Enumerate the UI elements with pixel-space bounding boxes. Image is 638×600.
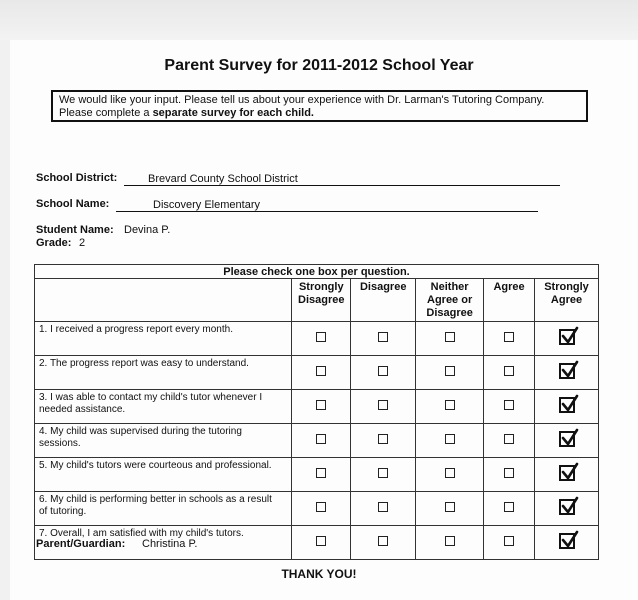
- intro-line-2-prefix: Please complete a: [59, 107, 153, 119]
- empty-checkbox[interactable]: [316, 468, 326, 478]
- checkmark-icon: [560, 394, 580, 414]
- checked-checkbox[interactable]: [559, 363, 575, 379]
- question-line: 5. My child's tutors were courteous and professional.: [39, 460, 272, 471]
- guardian-value[interactable]: Christina P.: [142, 538, 198, 550]
- empty-checkbox[interactable]: [504, 536, 514, 546]
- empty-checkbox[interactable]: [504, 502, 514, 512]
- school-underline: [116, 211, 538, 212]
- empty-checkbox[interactable]: [378, 400, 388, 410]
- checkmark-icon: [560, 360, 580, 380]
- question-line: 1. I received a progress report every month.: [39, 324, 233, 335]
- student-label: Student Name:: [36, 224, 114, 236]
- empty-checkbox[interactable]: [316, 366, 326, 376]
- answer-cell: [416, 322, 484, 356]
- column-header-line: Agree: [493, 281, 525, 293]
- grade-label: Grade:: [36, 237, 72, 249]
- answer-cell: [535, 526, 599, 560]
- checkmark-icon: [560, 496, 580, 516]
- column-header-line: Neither: [430, 281, 469, 293]
- answer-cell: [535, 322, 599, 356]
- answer-cell: [484, 322, 535, 356]
- answer-cell: [484, 458, 535, 492]
- answer-cell: [535, 356, 599, 390]
- answer-cell: [292, 322, 351, 356]
- answer-cell: [416, 492, 484, 526]
- checked-checkbox[interactable]: [559, 465, 575, 481]
- empty-checkbox[interactable]: [378, 468, 388, 478]
- empty-checkbox[interactable]: [504, 400, 514, 410]
- empty-checkbox[interactable]: [445, 332, 455, 342]
- column-header-1: [351, 279, 416, 322]
- empty-checkbox[interactable]: [316, 502, 326, 512]
- question-row-3: [35, 390, 599, 424]
- answer-cell: [484, 390, 535, 424]
- empty-checkbox[interactable]: [504, 434, 514, 444]
- question-row-4: [35, 424, 599, 458]
- checkmark-icon: [560, 428, 580, 448]
- column-header-0: [292, 279, 351, 322]
- answer-cell: [484, 526, 535, 560]
- answer-cell: [351, 356, 416, 390]
- answer-cell: [535, 492, 599, 526]
- column-header-line: Strongly: [544, 281, 589, 293]
- empty-checkbox[interactable]: [445, 502, 455, 512]
- answer-cell: [292, 356, 351, 390]
- checked-checkbox[interactable]: [559, 329, 575, 345]
- intro-box: [51, 90, 588, 122]
- answer-cell: [416, 526, 484, 560]
- empty-checkbox[interactable]: [445, 400, 455, 410]
- answer-cell: [484, 492, 535, 526]
- district-label: School District:: [36, 172, 118, 184]
- intro-line-1: We would like your input. Please tell us about your experience with Dr. Larman's Tutoring Company.: [59, 94, 545, 106]
- empty-checkbox[interactable]: [378, 366, 388, 376]
- intro-line-2: [59, 107, 580, 120]
- empty-checkbox[interactable]: [378, 332, 388, 342]
- checked-checkbox[interactable]: [559, 431, 575, 447]
- answer-cell: [535, 424, 599, 458]
- answer-cell: [292, 424, 351, 458]
- question-text: [35, 356, 292, 390]
- district-value[interactable]: Brevard County School District: [148, 173, 298, 185]
- answer-cell: [351, 458, 416, 492]
- question-row-2: [35, 356, 599, 390]
- column-header-2: [416, 279, 484, 322]
- district-underline: [124, 185, 560, 186]
- answer-cell: [292, 458, 351, 492]
- survey-table: [34, 264, 599, 560]
- question-line: needed assistance.: [39, 404, 126, 415]
- empty-checkbox[interactable]: [445, 536, 455, 546]
- checked-checkbox[interactable]: [559, 397, 575, 413]
- table-body: [35, 322, 599, 560]
- answer-cell: [416, 424, 484, 458]
- question-line: 7. Overall, I am satisfied with my child's tutors.: [39, 528, 244, 539]
- column-header-3: [484, 279, 535, 322]
- school-label: School Name:: [36, 198, 110, 210]
- answer-cell: [484, 424, 535, 458]
- empty-checkbox[interactable]: [445, 366, 455, 376]
- question-line: sessions.: [39, 438, 81, 449]
- question-text: [35, 390, 292, 424]
- answer-cell: [535, 458, 599, 492]
- table-header-row: [35, 279, 599, 322]
- column-header-line: Disagree: [298, 294, 345, 306]
- empty-checkbox[interactable]: [445, 468, 455, 478]
- question-row-1: [35, 322, 599, 356]
- student-value[interactable]: Devina P.: [124, 224, 171, 236]
- checked-checkbox[interactable]: [559, 533, 575, 549]
- empty-checkbox[interactable]: [504, 366, 514, 376]
- intro-line-2-bold: separate survey for each child.: [152, 107, 314, 119]
- answer-cell: [351, 526, 416, 560]
- column-header-line: Strongly: [298, 281, 344, 293]
- question-line: 3. I was able to contact my child's tutor whenever I: [39, 392, 263, 403]
- checkmark-icon: [560, 462, 580, 482]
- answer-cell: [416, 458, 484, 492]
- column-header-4: [535, 279, 599, 322]
- answer-cell: [292, 492, 351, 526]
- empty-checkbox[interactable]: [504, 468, 514, 478]
- column-header-line: Disagree: [426, 307, 473, 319]
- checkmark-icon: [560, 530, 580, 550]
- empty-checkbox[interactable]: [378, 536, 388, 546]
- answer-cell: [351, 424, 416, 458]
- empty-checkbox[interactable]: [316, 434, 326, 444]
- column-header-line: Disagree: [359, 281, 407, 293]
- checked-checkbox[interactable]: [559, 499, 575, 515]
- question-row-6: [35, 492, 599, 526]
- empty-checkbox[interactable]: [504, 332, 514, 342]
- question-line: 4. My child was supervised during the tutoring: [39, 426, 242, 437]
- question-line: of tutoring.: [39, 506, 87, 517]
- question-line: 6. My child is performing better in schools as a result: [39, 494, 272, 505]
- empty-checkbox[interactable]: [445, 434, 455, 444]
- question-line: 2. The progress report was easy to understand.: [39, 358, 249, 369]
- question-row-5: [35, 458, 599, 492]
- question-text: [35, 322, 292, 356]
- column-header-line: Agree or: [427, 294, 473, 306]
- answer-cell: [351, 322, 416, 356]
- table-banner: Please check one box per question.: [35, 265, 599, 279]
- answer-cell: [292, 390, 351, 424]
- grade-value[interactable]: 2: [79, 237, 86, 249]
- empty-checkbox[interactable]: [316, 400, 326, 410]
- question-column-header: [35, 279, 292, 322]
- answer-cell: [484, 356, 535, 390]
- question-text: [35, 492, 292, 526]
- empty-checkbox[interactable]: [378, 434, 388, 444]
- scan-top-strip: [0, 0, 638, 40]
- page-title: Parent Survey for 2011-2012 School Year: [164, 57, 474, 74]
- answer-cell: [292, 526, 351, 560]
- question-text: [35, 424, 292, 458]
- thank-you-text: THANK YOU!: [281, 567, 357, 581]
- empty-checkbox[interactable]: [316, 536, 326, 546]
- empty-checkbox[interactable]: [378, 502, 388, 512]
- answer-cell: [351, 390, 416, 424]
- question-text: [35, 458, 292, 492]
- answer-cell: [351, 492, 416, 526]
- guardian-label: Parent/Guardian:: [36, 538, 126, 550]
- column-header-line: Agree: [550, 294, 583, 306]
- checkmark-icon: [560, 326, 580, 346]
- empty-checkbox[interactable]: [316, 332, 326, 342]
- school-value[interactable]: Discovery Elementary: [153, 199, 260, 211]
- answer-cell: [416, 390, 484, 424]
- answer-cell: [535, 390, 599, 424]
- answer-cell: [416, 356, 484, 390]
